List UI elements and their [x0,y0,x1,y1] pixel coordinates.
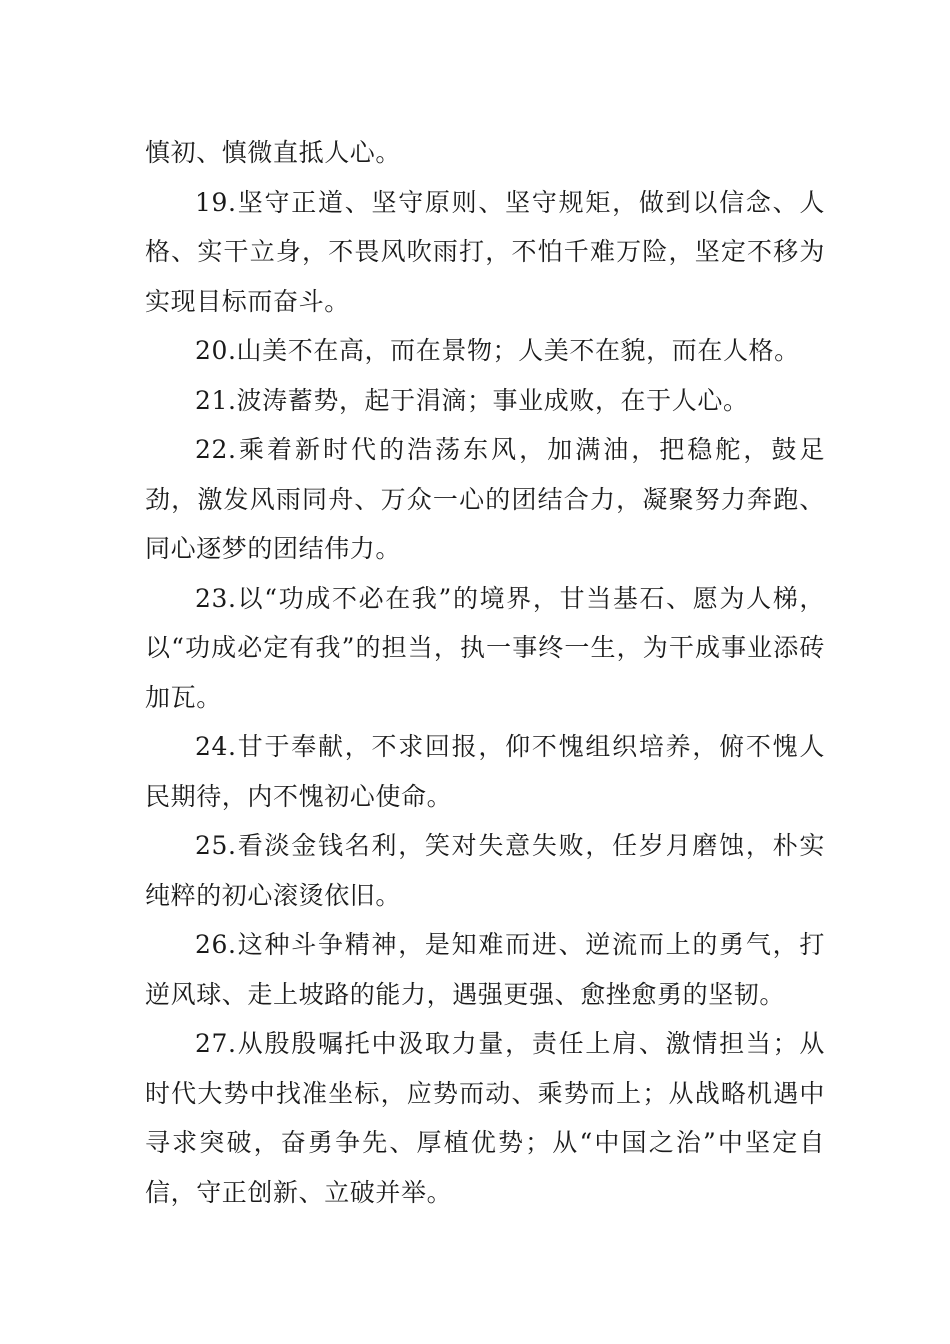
paragraph-item-23: 23.以“功成不必在我”的境界，甘当基石、愿为人梯，以“功成必定有我”的担当，执一事终一生，为干成事业添砖加瓦。 [145,583,825,712]
paragraph-item-25: 25.看淡金钱名利，笑对失意失败，任岁月磨蚀，朴实纯粹的初心滚烫依旧。 [145,831,825,910]
paragraph-item-24: 24.甘于奉献，不求回报，仰不愧组织培养，俯不愧人民期待，内不愧初心使命。 [145,732,825,811]
paragraph-item-22: 22.乘着新时代的浩荡东风，加满油，把稳舵，鼓足劲，激发风雨同舟、万众一心的团结合力，凝聚努力奔跑、同心逐梦的团结伟力。 [145,435,825,563]
paragraph-item-27: 27.从殷殷嘱托中汲取力量，责任上肩、激情担当；从时代大势中找准坐标，应势而动、乘势而上；从战略机遇中寻求突破，奋勇争先、厚植优势；从“中国之治”中坚定自信，守正创新、立破并举。 [145,1029,825,1207]
paragraph-item-20: 20.山美不在高，而在景物；人美不在貌，而在人格。 [195,336,800,365]
paragraph-item-19: 19.坚守正道、坚守原则、坚守规矩，做到以信念、人格、实干立身，不畏风吹雨打，不怕千难万险，坚定不移为实现目标而奋斗。 [145,187,825,316]
paragraph-item-26: 26.这种斗争精神，是知难而进、逆流而上的勇气，打逆风球、走上坡路的能力，遇强更强、愈挫愈勇的坚韧。 [145,930,825,1009]
paragraph-item-21: 21.波涛蓄势，起于涓滴；事业成败，在于人心。 [195,385,749,415]
paragraph-continuation: 慎初、慎微直抵人心。 [145,138,402,167]
document-body [145,128,825,1217]
